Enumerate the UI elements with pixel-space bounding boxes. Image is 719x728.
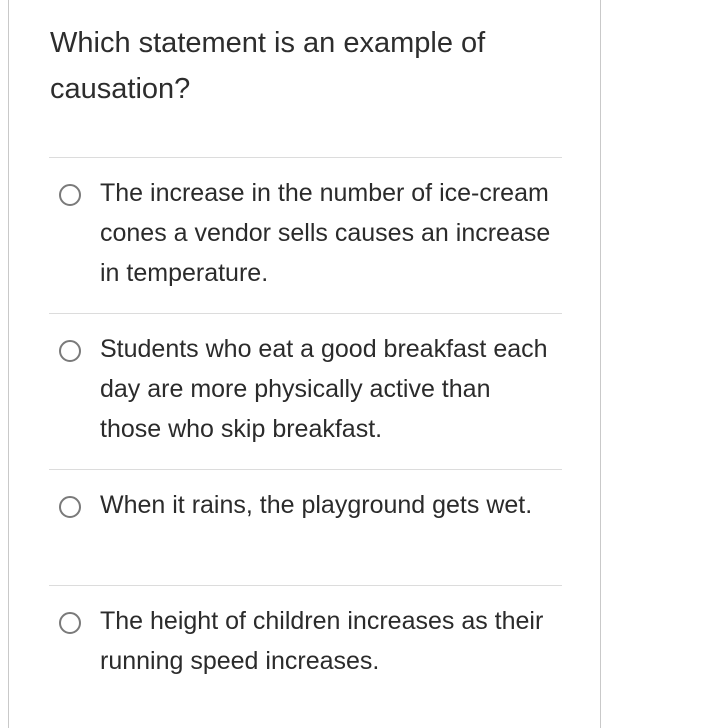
answer-choice-text: The height of children increases as their running speed increases. (100, 607, 544, 675)
question-panel (8, 0, 601, 728)
answer-choice-text: When it rains, the playground gets wet. (100, 491, 533, 519)
answer-choice-3[interactable] (49, 469, 562, 585)
answer-choice-text: Students who eat a good breakfast each day are more physically active than those who skip breakfast. (100, 335, 548, 443)
answer-choice-2[interactable] (49, 313, 562, 469)
radio-button-icon[interactable] (59, 184, 81, 206)
radio-button-icon[interactable] (59, 340, 81, 362)
radio-button-icon[interactable] (59, 496, 81, 518)
question-text: Which statement is an example of causation? (50, 27, 486, 105)
answer-choice-text: The increase in the number of ice-cream cones a vendor sells causes an increase in temperature. (100, 179, 551, 287)
answer-choice-1[interactable] (49, 157, 562, 313)
radio-button-icon[interactable] (59, 612, 81, 634)
answer-choice-4[interactable] (49, 585, 562, 685)
answer-choices (49, 157, 562, 685)
